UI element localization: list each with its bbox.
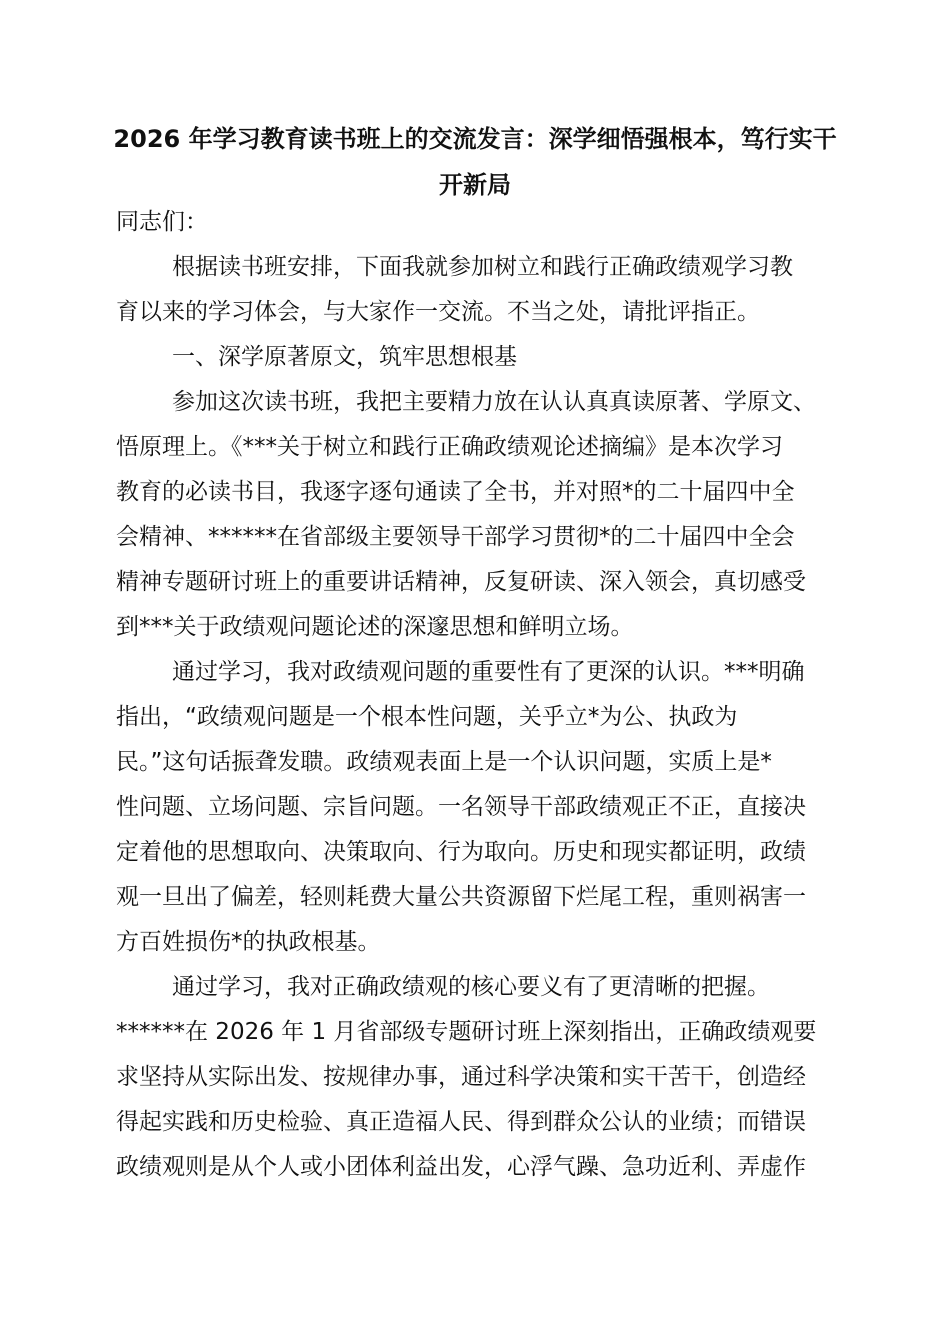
paragraph-line: ******在 2026 年 1 月省部级专题研讨班上深刻指出，正确政绩观要	[116, 1019, 817, 1045]
paragraph-line: 到***关于政绩观问题论述的深邃思想和鲜明立场。	[116, 614, 634, 640]
document-body	[116, 200, 836, 1190]
paragraph-line: 民。”这句话振聋发聩。政绩观表面上是一个认识问题，实质上是*	[116, 749, 772, 775]
paragraph-line: 求坚持从实际出发、按规律办事，通过科学决策和实干苦干，创造经	[116, 1064, 806, 1090]
paragraph-line: 教育的必读书目，我逐字逐句通读了全书，并对照*的二十届四中全	[116, 479, 795, 505]
paragraph-importance	[116, 650, 836, 965]
paragraph-intro	[116, 245, 836, 335]
paragraph-line: 性问题、立场问题、宗旨问题。一名领导干部政绩观正不正，直接决	[116, 794, 806, 820]
paragraph-line: 参加这次读书班，我把主要精力放在认认真真读原著、学原文、	[172, 389, 816, 415]
paragraph-core-meaning	[116, 965, 836, 1190]
paragraph-line: 根据读书班安排，下面我就参加树立和践行正确政绩观学习教	[172, 254, 793, 280]
paragraph-line: 得起实践和历史检验、真正造福人民、得到群众公认的业绩；而错误	[116, 1109, 806, 1135]
section-heading	[116, 335, 836, 380]
paragraph-reading	[116, 380, 836, 650]
paragraph-line: 会精神、******在省部级主要领导干部学习贯彻*的二十届四中全会	[116, 524, 795, 550]
paragraph-line: 政绩观则是从个人或小团体利益出发，心浮气躁、急功近利、弄虚作	[116, 1154, 806, 1180]
paragraph-line: 通过学习，我对政绩观问题的重要性有了更深的认识。***明确	[172, 659, 805, 685]
paragraph-line: 通过学习，我对正确政绩观的核心要义有了更清晰的把握。	[172, 974, 770, 1000]
paragraph-line: 观一旦出了偏差，轻则耗费大量公共资源留下烂尾工程，重则祸害一	[116, 884, 806, 910]
document-title	[112, 116, 838, 208]
paragraph-line: 悟原理上。《***关于树立和践行正确政绩观论述摘编》是本次学习	[116, 434, 783, 460]
title-line-1: 2026 年学习教育读书班上的交流发言：深学细悟强根本，笃行实干	[113, 125, 837, 153]
section-heading-text: 一、深学原著原文，筑牢思想根基	[172, 344, 517, 370]
paragraph-line: 方百姓损伤*的执政根基。	[116, 929, 381, 955]
paragraph-line: 育以来的学习体会，与大家作一交流。不当之处，请批评指正。	[116, 299, 760, 325]
title-line-2: 开新局	[439, 171, 511, 199]
paragraph-line: 指出，“政绩观问题是一个根本性问题，关乎立*为公、执政为	[116, 704, 738, 730]
salutation: 同志们：	[116, 209, 208, 235]
paragraph-line: 精神专题研讨班上的重要讲话精神，反复研读、深入领会，真切感受	[116, 569, 806, 595]
paragraph-line: 定着他的思想取向、决策取向、行为取向。历史和现实都证明，政绩	[116, 839, 806, 865]
